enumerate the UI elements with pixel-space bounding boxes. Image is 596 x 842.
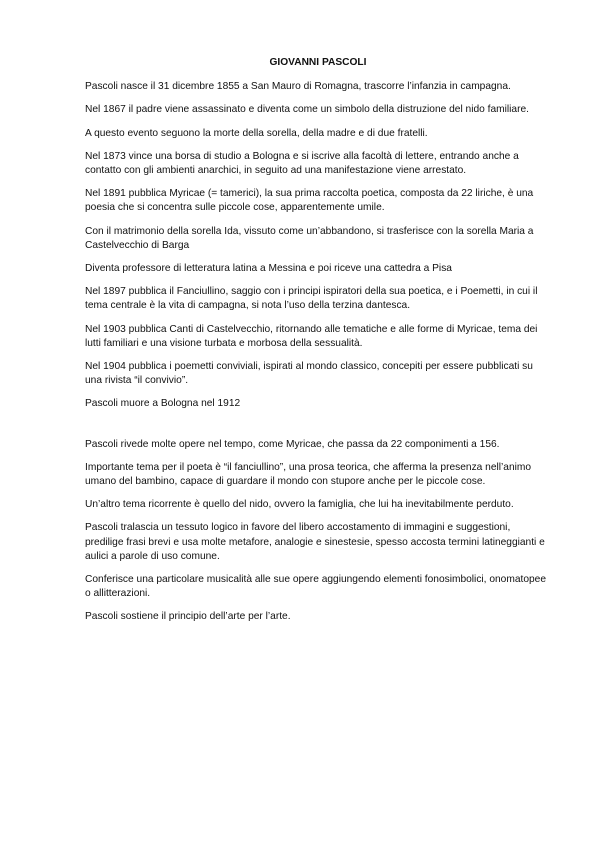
paragraph: Un’altro tema ricorrente è quello del nido, ovvero la famiglia, che lui ha inevitabilmente perduto. [85,499,514,511]
paragraph: Con il matrimonio della sorella Ida, vissuto come un’abbandono, si trasferisce con la sorella Maria a Castelvecchio di Barga [85,225,534,251]
paragraph: Pascoli tralascia un tessuto logico in favore del libero accostamento di immagini e suggestioni, predilige frasi brevi e usa molte metafore, analogie e sinestesie, spesso accosta termini latineggianti e aulici a parole di uso comune. [85,522,545,562]
paragraph: Nel 1873 vince una borsa di studio a Bologna e si iscrive alla facoltà di lettere, entrando anche a contatto con gli ambienti anarchici, in seguito ad una manifestazione viene arrestato. [85,150,519,177]
paragraph: Pascoli rivede molte opere nel tempo, come Myricae, che passa da 22 componimenti a 156. [85,438,500,450]
paragraph: Nel 1867 il padre viene assassinato e diventa come un simbolo della distruzione del nido familiare. [85,104,529,116]
paragraph: Pascoli sostiene il principio dell’arte per l’arte. [85,611,291,623]
paragraph: Conferisce una particolare musicalità alle sue opere aggiungendo elementi fonosimbolici, onomatopee o allitterazioni. [85,574,546,600]
document-title: GIOVANNI PASCOLI [269,57,367,68]
paragraph: Nel 1903 pubblica Canti di Castelvecchio, ritornando alle tematiche e alle forme di Myricae, tema dei lutti familiari e una visione turbata e morbosa della sessualità. [85,323,538,349]
paragraph: A questo evento seguono la morte della sorella, della madre e di due fratelli. [85,127,428,139]
biography-section [85,80,551,411]
paragraph: Pascoli nasce il 31 dicembre 1855 a San Mauro di Romagna, trascorre l’infanzia in campagna. [85,81,511,93]
paragraph: Nel 1904 pubblica i poemetti conviviali, ispirati al mondo classico, concepiti per essere pubblicati su una rivista “il convivio”. [85,361,533,387]
poetics-section [85,438,551,625]
paragraph: Diventa professore di letteratura latina a Messina e poi riceve una cattedra a Pisa [85,263,452,275]
paragraph: Pascoli muore a Bologna nel 1912 [85,398,241,410]
section-gap [85,421,551,438]
paragraph: Nel 1897 pubblica il Fanciullino, saggio con i principi ispiratori della sua poetica, e i Poemetti, in cui il tema centrale è la vita di campagna, si nota l’uso della terzina dantesca. [85,286,538,312]
paragraph: Importante tema per il poeta è “il fanciullino”, una prosa teorica, che afferma la presenza nell’animo umano del bambino, capace di guardare il mondo con stupore anche per le piccole cose. [85,461,532,488]
paragraph: Nel 1891 pubblica Myricae (= tamerici), la sua prima raccolta poetica, composta da 22 liriche, è una poesia che si concentra sulle piccole cose, apparentemente umile. [85,188,534,214]
